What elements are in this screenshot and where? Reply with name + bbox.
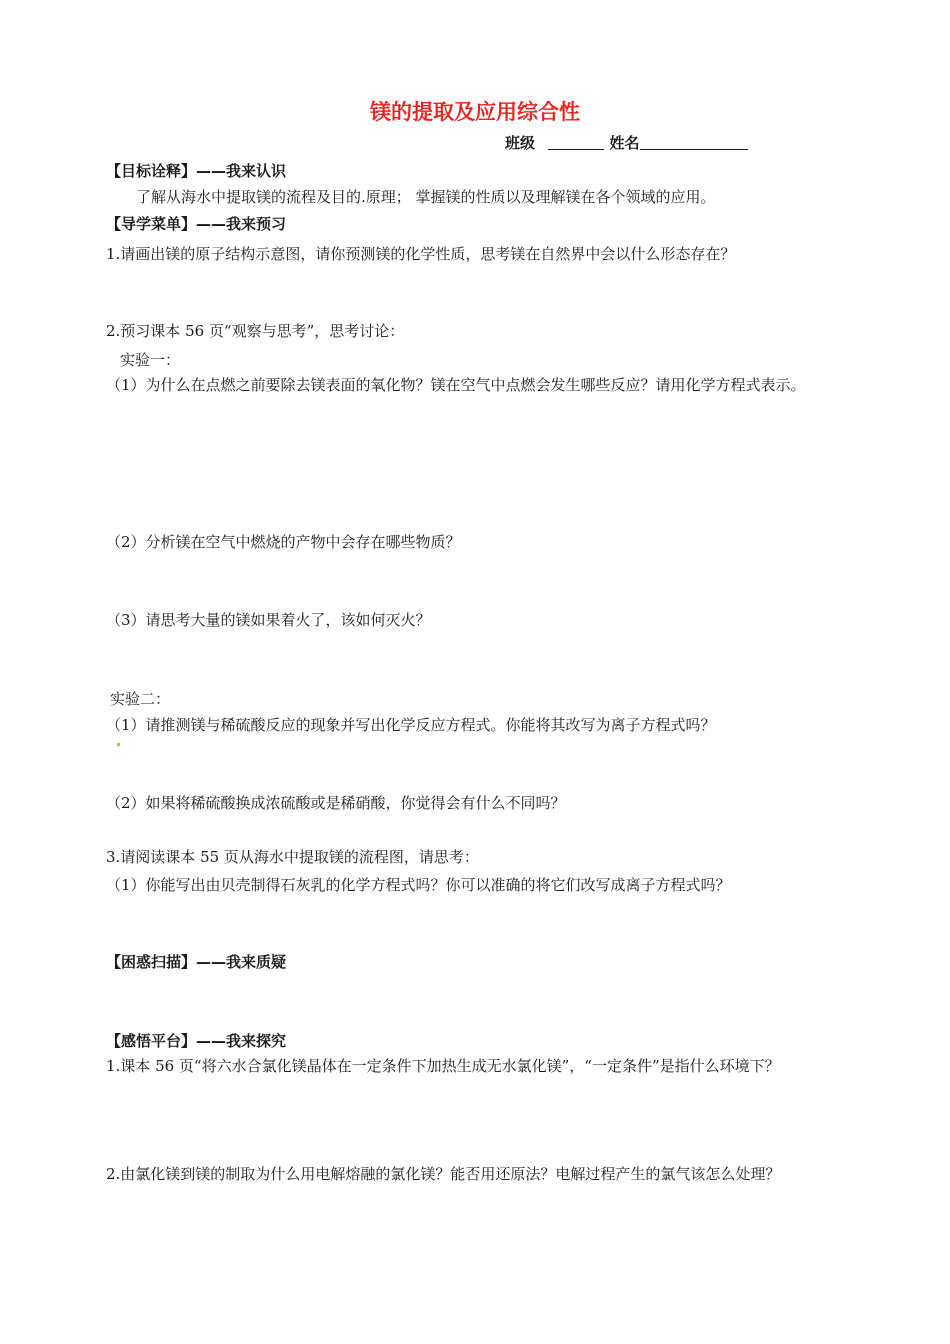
name-label: 姓名 bbox=[609, 134, 640, 152]
experiment-2-q2: （2）如果将稀硫酸换成浓硫酸或是稀硝酸，你觉得会有什么不同吗？ bbox=[106, 794, 566, 812]
guide-q2: 2.预习课本 56 页“观察与思考”，思考讨论： bbox=[106, 322, 405, 340]
experiment-1-q3: （3）请思考大量的镁如果着火了，该如何灭火？ bbox=[106, 611, 431, 629]
experiment-1-q1: （1）为什么在点燃之前要除去镁表面的氧化物？镁在空气中点燃会发生哪些反应？请用化学方程式表示。 bbox=[106, 376, 806, 394]
section-insight: 【感悟平台】——我来探究 bbox=[106, 1032, 287, 1050]
guide-q3: 3.请阅读课本 55 页从海水中提取镁的流程图，请思考： bbox=[106, 848, 479, 866]
page-title: 镁的提取及应用综合性 bbox=[370, 100, 580, 124]
insight-q1: 1.课本 56 页“将六水合氯化镁晶体在一定条件下加热生成无水氯化镁”，“一定条件”是指什么环境下？ bbox=[106, 1057, 780, 1075]
class-name-line bbox=[505, 132, 748, 153]
experiment-2-label: 实验二： bbox=[110, 690, 171, 708]
experiment-2-q1: （1）请推测镁与稀硫酸反应的现象并写出化学反应方程式。你能将其改写为离子方程式吗？ bbox=[106, 716, 716, 734]
section-guide: 【导学菜单】——我来预习 bbox=[106, 215, 287, 233]
name-blank[interactable] bbox=[640, 135, 748, 150]
goal-text: 了解从海水中提取镁的流程及目的.原理； 掌握镁的性质以及理解镁在各个领域的应用。 bbox=[136, 188, 716, 206]
insight-q2: 2.由氯化镁到镁的制取为什么用电解熔融的氯化镁？能否用还原法？电解过程产生的氯气该怎么处理？ bbox=[106, 1165, 781, 1183]
experiment-1-q2: （2）分析镁在空气中燃烧的产物中会存在哪些物质？ bbox=[106, 533, 461, 551]
guide-q3-1: （1）你能写出由贝壳制得石灰乳的化学方程式吗？你可以准确的将它们改写成离子方程式吗？ bbox=[106, 876, 731, 894]
section-confusion: 【困惑扫描】——我来质疑 bbox=[106, 953, 287, 971]
stray-mark bbox=[117, 743, 120, 746]
section-goal: 【目标诠释】——我来认识 bbox=[106, 162, 287, 180]
class-blank[interactable] bbox=[548, 135, 604, 150]
guide-q1: 1.请画出镁的原子结构示意图，请你预测镁的化学性质，思考镁在自然界中会以什么形态存在？ bbox=[106, 245, 736, 263]
class-label: 班级 bbox=[505, 134, 536, 152]
experiment-1-label: 实验一： bbox=[120, 351, 181, 369]
